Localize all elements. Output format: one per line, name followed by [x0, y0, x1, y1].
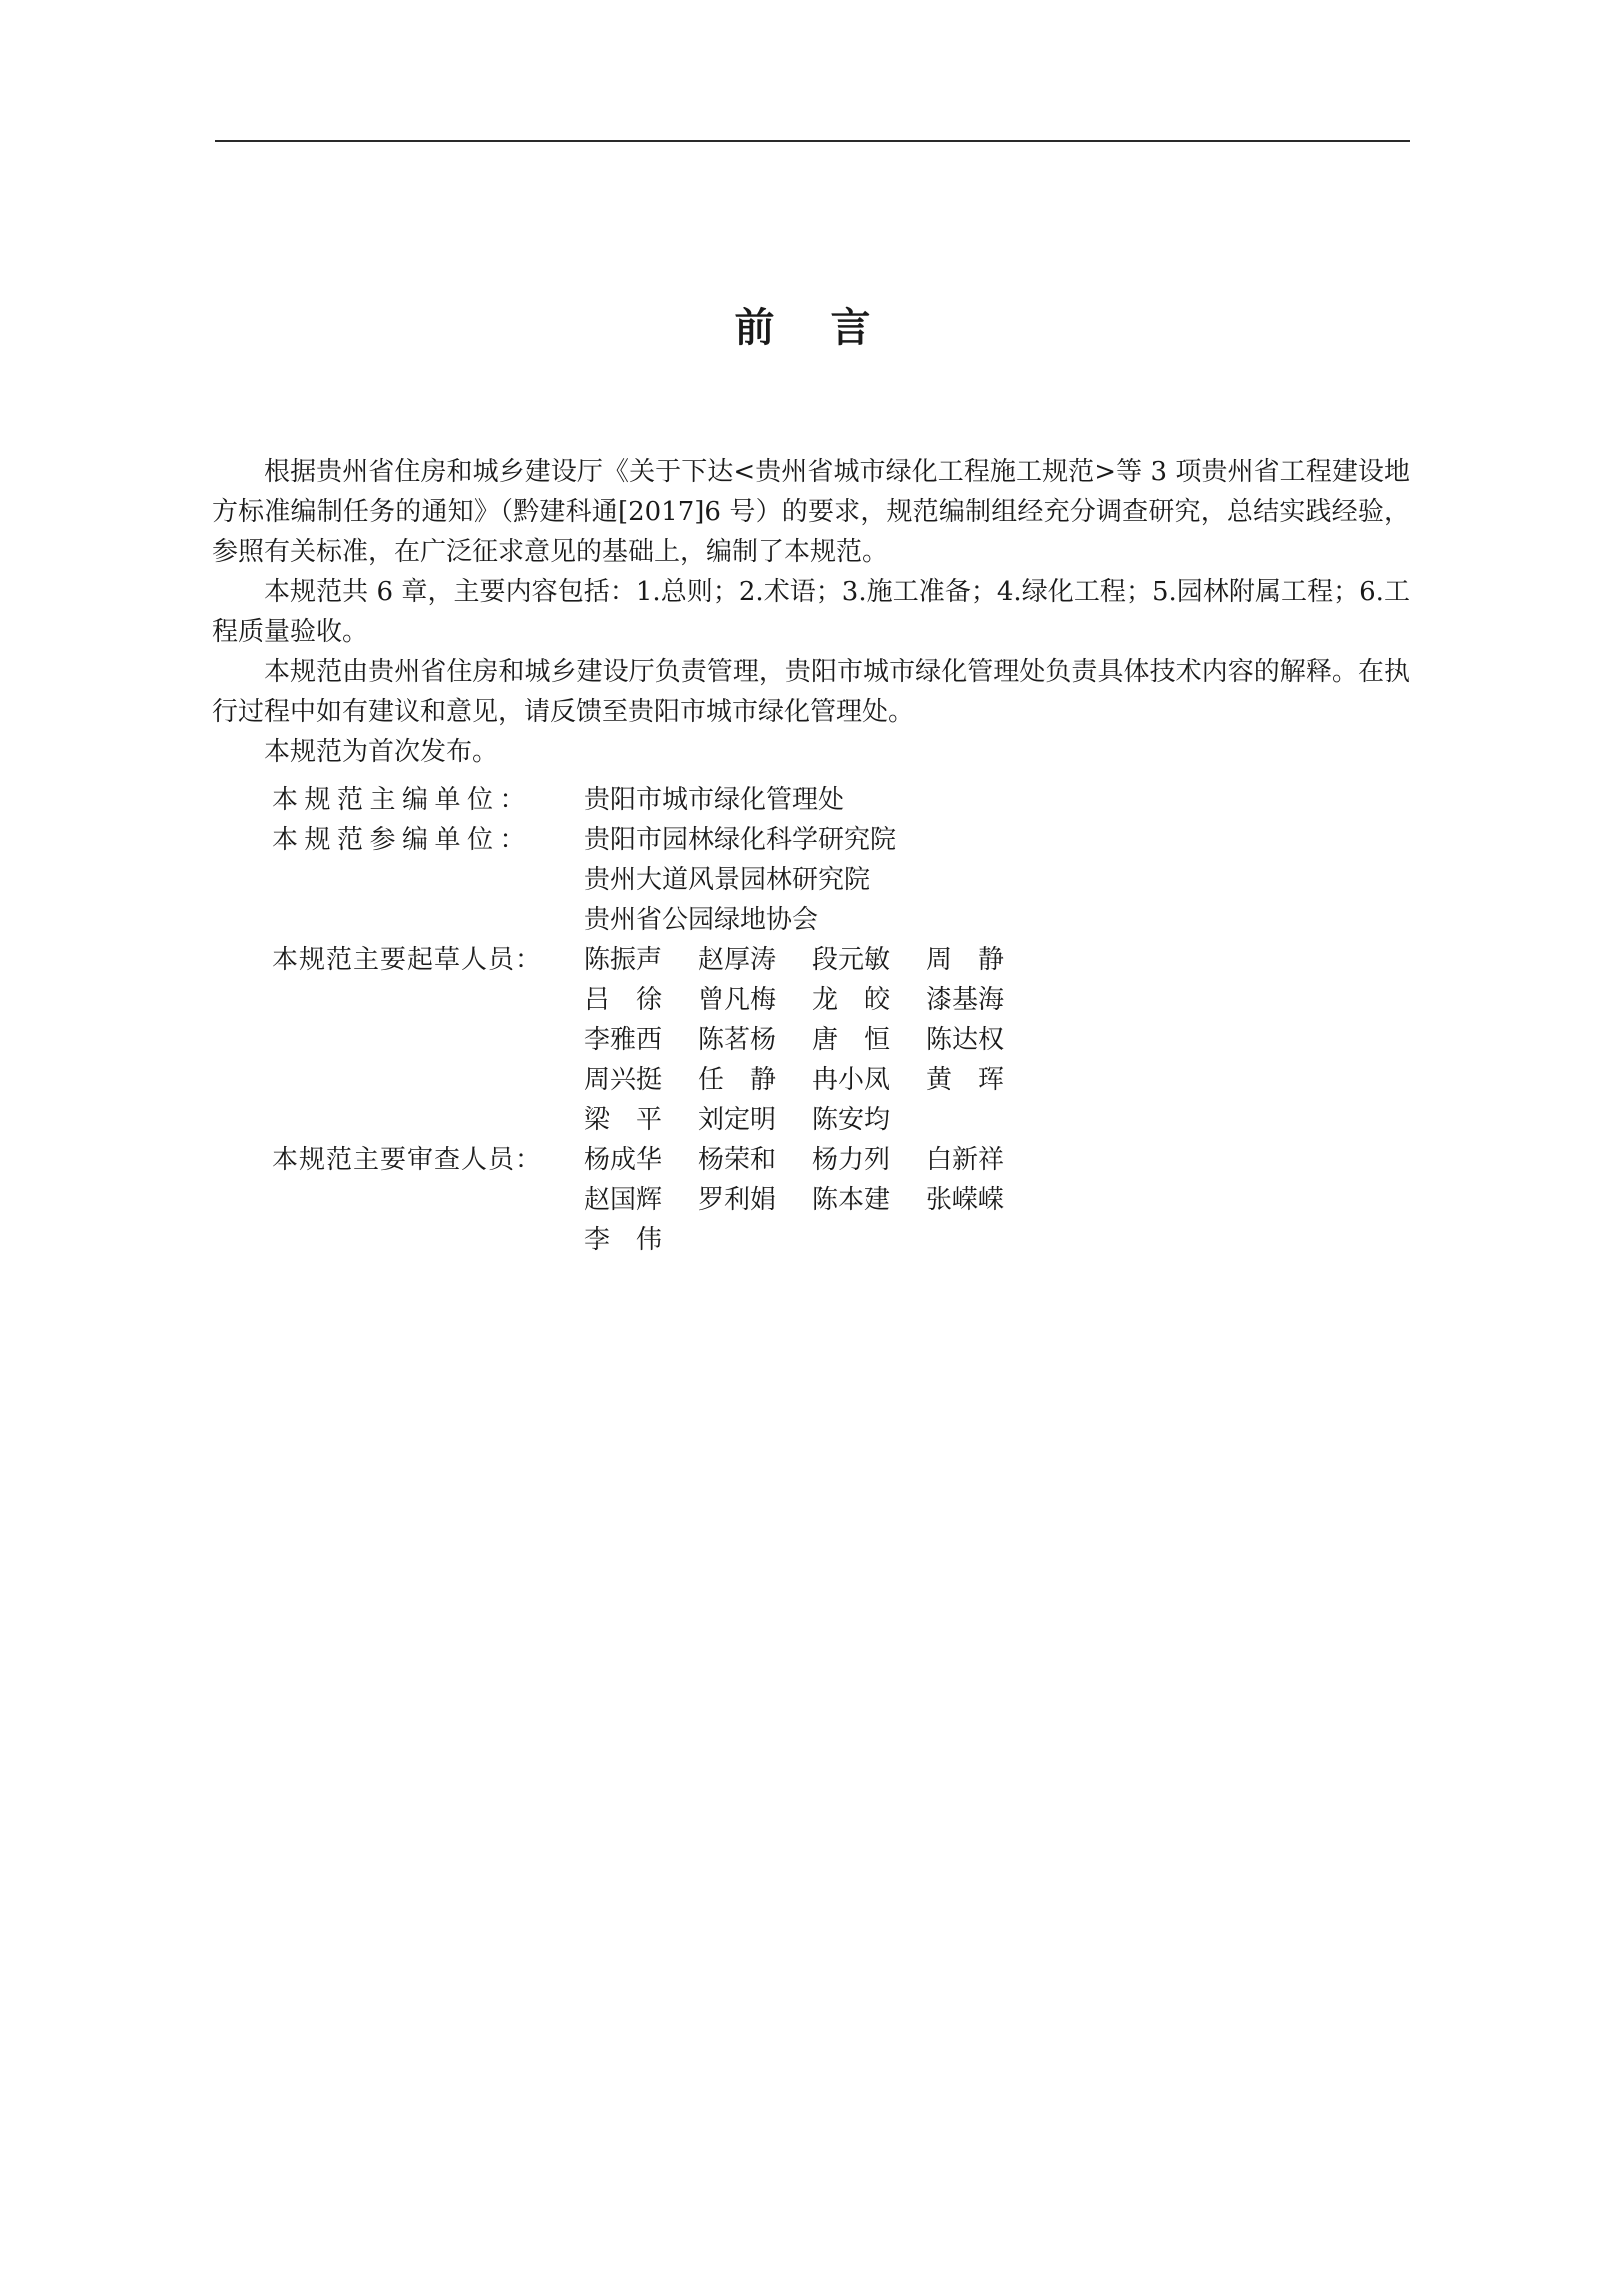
participating-unit: 贵州大道风景园林研究院	[584, 865, 871, 895]
paragraph-basis: 根据贵州省住房和城乡建设厅《关于下达<贵州省城市绿化工程施工规范>等 3 项贵州省工程建设地方标准编制任务的通知》（黔建科通[2017]6 号）的要求，规范编制组经充分调查研究，总结实践经验，参照有关标准，在广泛征求意见的基础上，编制了本规范。	[212, 457, 1410, 567]
drafter-name: 梁 平	[584, 1105, 663, 1135]
reviewer-name: 赵国辉	[584, 1185, 663, 1215]
title-char-2: 言	[830, 305, 875, 351]
paragraph-first-release: 本规范为首次发布。	[264, 737, 499, 767]
drafter-name: 黄 珲	[926, 1065, 1005, 1095]
drafter-name: 陈达权	[926, 1025, 1005, 1055]
drafter-name: 周兴挺	[584, 1065, 663, 1095]
participating-units-label: 本规范参编单位：	[272, 825, 533, 855]
drafter-name: 陈茗杨	[698, 1025, 777, 1055]
drafter-name: 冉小凤	[812, 1065, 891, 1095]
drafter-name: 周 静	[926, 945, 1005, 975]
drafters-row	[272, 940, 1040, 1140]
reviewer-name: 李 伟	[584, 1225, 663, 1255]
reviewers-line	[584, 1220, 1040, 1260]
drafter-name: 李雅西	[584, 1025, 663, 1055]
chief-unit-label: 本规范主编单位：	[272, 785, 533, 815]
reviewer-name: 张嵘嵘	[926, 1185, 1005, 1215]
preface-body	[212, 452, 1410, 772]
header-rule	[215, 140, 1410, 142]
drafter-name: 赵厚涛	[698, 945, 777, 975]
page-title	[0, 296, 1609, 353]
reviewers-line	[584, 1180, 1040, 1220]
drafter-name: 龙 皎	[812, 985, 891, 1015]
drafter-name: 吕 徐	[584, 985, 663, 1015]
drafter-name: 任 静	[698, 1065, 777, 1095]
credits-block	[272, 780, 1040, 1260]
drafters-line	[584, 980, 1040, 1020]
drafter-name: 刘定明	[698, 1105, 777, 1135]
paragraph-management: 本规范由贵州省住房和城乡建设厅负责管理，贵阳市城市绿化管理处负责具体技术内容的解释。在执行过程中如有建议和意见，请反馈至贵阳市城市绿化管理处。	[212, 657, 1410, 727]
participating-unit: 贵阳市园林绿化科学研究院	[584, 825, 897, 855]
chief-unit-value: 贵阳市城市绿化管理处	[584, 785, 845, 815]
reviewer-name: 杨成华	[584, 1145, 663, 1175]
paragraph-contents: 本规范共 6 章，主要内容包括：1.总则；2.术语；3.施工准备；4.绿化工程；5.园林附属工程；6.工程质量验收。	[212, 577, 1410, 647]
drafter-name: 陈安均	[812, 1105, 891, 1135]
drafter-name: 陈振声	[584, 945, 663, 975]
reviewer-name: 陈本建	[812, 1185, 891, 1215]
reviewer-name: 杨荣和	[698, 1145, 777, 1175]
drafter-name: 段元敏	[812, 945, 891, 975]
drafters-line	[584, 1060, 1040, 1100]
chief-unit-row	[272, 780, 1040, 820]
reviewer-name: 罗利娟	[698, 1185, 777, 1215]
drafter-name: 曾凡梅	[698, 985, 777, 1015]
drafter-name: 漆基海	[926, 985, 1005, 1015]
participating-unit: 贵州省公园绿地协会	[584, 905, 819, 935]
title-char-1: 前	[734, 305, 779, 351]
drafters-line	[584, 1100, 1040, 1140]
reviewers-row	[272, 1140, 1040, 1260]
participating-units-row	[272, 820, 1040, 940]
drafter-name: 唐 恒	[812, 1025, 891, 1055]
reviewer-name: 杨力列	[812, 1145, 891, 1175]
reviewers-line	[584, 1140, 1040, 1180]
drafters-line	[584, 940, 1040, 980]
drafters-line	[584, 1020, 1040, 1060]
reviewer-name: 白新祥	[926, 1145, 1005, 1175]
drafters-label: 本规范主要起草人员：	[272, 945, 543, 975]
reviewers-label: 本规范主要审查人员：	[272, 1145, 543, 1175]
